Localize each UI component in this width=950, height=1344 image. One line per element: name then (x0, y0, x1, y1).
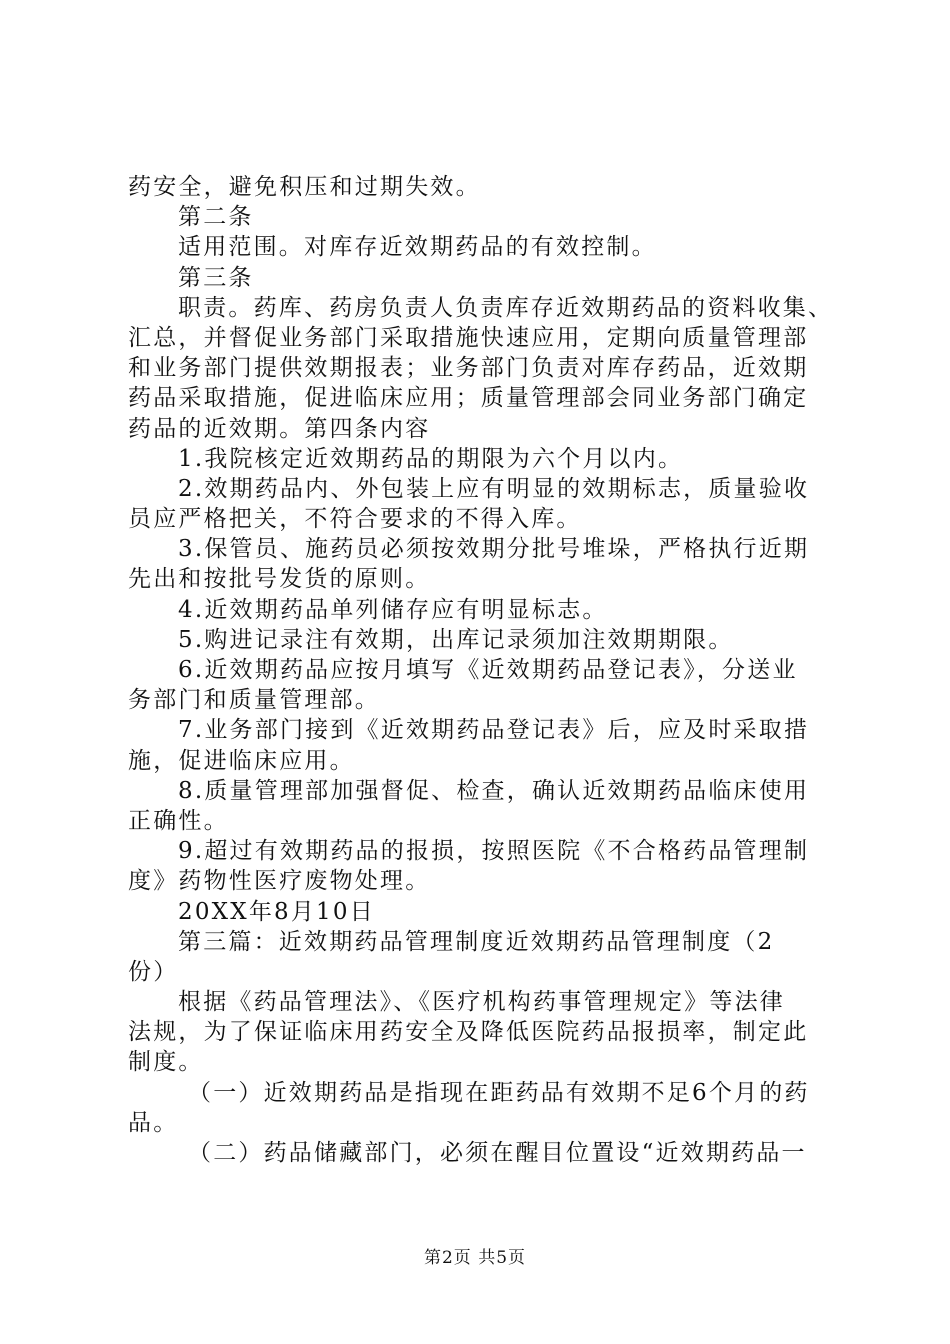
text-line: 4.近效期药品单列储存应有明显标志。 (178, 596, 608, 623)
text-line: 1.我院核定近效期药品的期限为六个月以内。 (178, 445, 684, 472)
text-line: 份） (128, 958, 179, 985)
text-line: 度》药物性医疗废物处理。 (128, 868, 431, 895)
text-line: 适用范围。对库存近效期药品的有效控制。 (178, 234, 657, 261)
text-line: 药品采取措施，促进临床应用；质量管理部会同业务部门确定 (128, 385, 809, 412)
text-line: 员应严格把关，不符合要求的不得入库。 (128, 506, 582, 533)
text-line: 制度。 (128, 1049, 204, 1076)
text-line: 6.近效期药品应按月填写《近效期药品登记表》，分送业 (178, 657, 798, 683)
page-footer: 第2页 共5页 (423, 1248, 527, 1268)
text-line: 品。 (128, 1109, 179, 1136)
text-line: 正确性。 (128, 807, 229, 834)
text-line: 20XX年8月10日 (178, 898, 375, 925)
text-line: 3.保管员、施药员必须按效期分批号堆垛，严格执行近期 (178, 536, 810, 563)
text-line: （一）近效期药品是指现在距药品有效期不足6个月的药 (188, 1079, 810, 1106)
text-line: 9.超过有效期药品的报损，按照医院《不合格药品管理制 (178, 838, 810, 865)
text-line: 8.质量管理部加强督促、检查，确认近效期药品临床使用 (178, 777, 810, 804)
text-line: 第二条 (178, 204, 254, 231)
text-line: 法规，为了保证临床用药安全及降低医院药品报损率，制定此 (128, 1019, 809, 1046)
text-line: 5.购进记录注有效期，出库记录须加注效期期限。 (178, 626, 734, 653)
text-line: 汇总，并督促业务部门采取措施快速应用，定期向质量管理部 (128, 324, 809, 351)
text-line: （二）药品储藏部门，必须在醒目位置设“近效期药品一 (188, 1140, 807, 1166)
text-line: 职责。药库、药房负责人负责库存近效期药品的资料收集、 (178, 294, 834, 321)
text-line: 2.效期药品内、外包装上应有明显的效期标志，质量验收 (178, 475, 810, 502)
text-line: 第三条 (178, 264, 254, 291)
text-line: 先出和按批号发货的原则。 (128, 566, 431, 593)
document-body (128, 172, 834, 1168)
text-line: 施，促进临床应用。 (128, 747, 355, 774)
text-line: 和业务部门提供效期报表；业务部门负责对库存药品，近效期 (128, 355, 809, 382)
text-line: 务部门和质量管理部。 (128, 687, 380, 714)
text-line: 药品的近效期。第四条内容 (128, 415, 431, 442)
text-line: 7.业务部门接到《近效期药品登记表》后，应及时采取措 (178, 717, 810, 744)
text-line: 第三篇：近效期药品管理制度近效期药品管理制度（2 (178, 928, 775, 955)
text-line: 药安全，避免积压和过期失效。 (128, 174, 481, 200)
text-line: 根据《药品管理法》、《医疗机构药事管理规定》等法律 (178, 989, 785, 1016)
